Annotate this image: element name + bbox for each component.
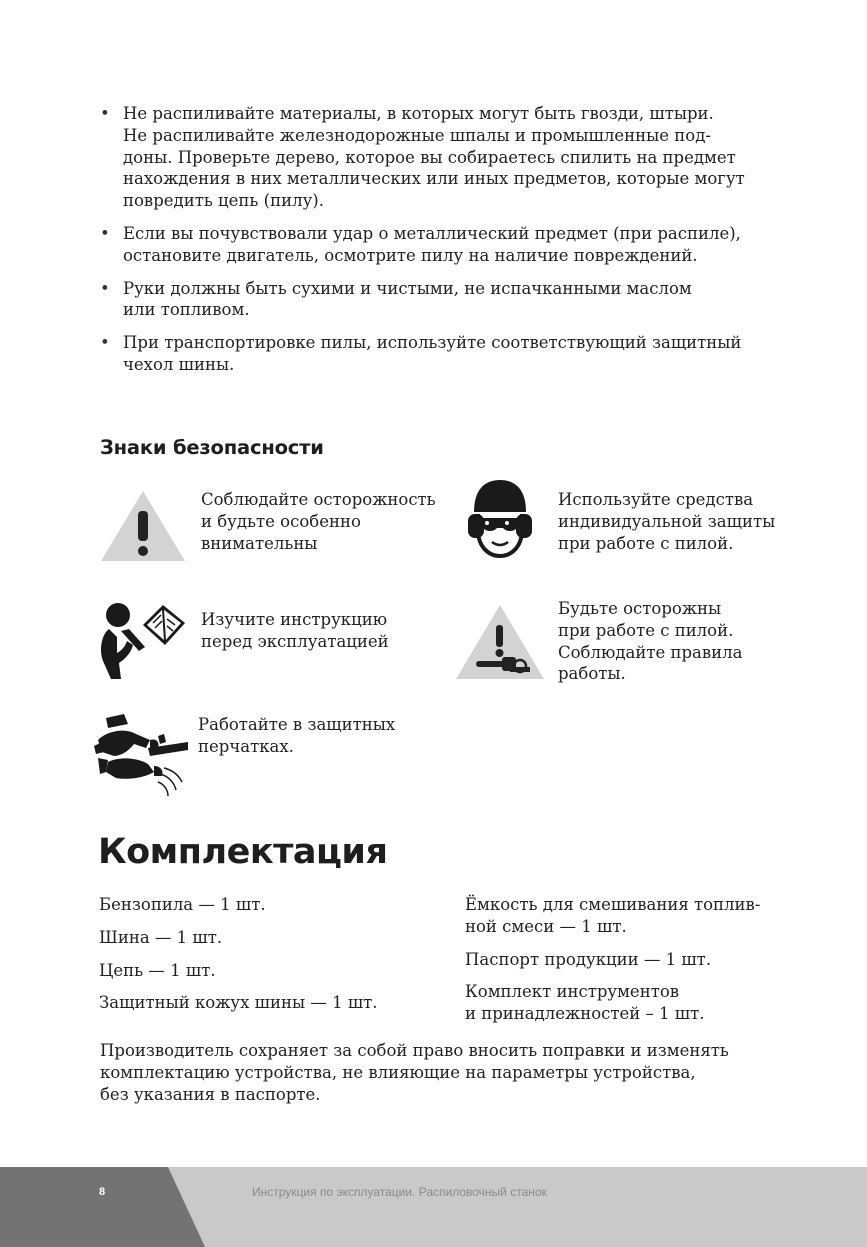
sign-text-line: работы. <box>558 664 626 684</box>
sign-text-line: при работе с пилой. <box>558 620 734 640</box>
list-item-line: Шина — 1 шт. <box>99 927 223 947</box>
list-item-line: • Если вы почувствовали удар о металлический предмет (при распиле), <box>123 223 741 243</box>
list-item <box>100 332 800 376</box>
page-number: 8 <box>99 1186 106 1198</box>
sign-text-line: Изучите инструкцию <box>201 610 388 629</box>
list-item <box>99 894 378 916</box>
list-item-line: Защитный кожух шины — 1 шт. <box>99 993 378 1013</box>
sign-text-line: индивидуальной защиты <box>558 511 776 531</box>
sign-manual-text <box>201 609 389 653</box>
kit-list-left <box>99 894 378 1025</box>
sign-text-line: перчатках. <box>198 736 294 756</box>
protective-gear-icon <box>466 478 534 560</box>
precautions-list <box>100 103 800 387</box>
footer-background <box>0 1167 867 1247</box>
list-item-line: Не распиливайте железнодорожные шпалы и промышленные под- <box>123 125 711 145</box>
sign-text-line: Соблюдайте осторожность <box>201 490 436 509</box>
list-item <box>100 278 800 322</box>
chainsaw-warning-icon <box>454 603 546 681</box>
warning-triangle-icon <box>99 489 187 563</box>
list-item-line: ной смеси — 1 шт. <box>465 916 627 936</box>
kit-heading: Комплектация <box>98 832 388 872</box>
note-line: без указания в паспорте. <box>100 1084 321 1104</box>
sign-caution-text <box>201 489 436 554</box>
list-item <box>99 960 378 982</box>
list-item-line: повредить цепь (пилу). <box>123 191 324 211</box>
sign-text-line: Соблюдайте правила <box>558 642 743 662</box>
sign-chainsaw-text <box>558 598 742 685</box>
list-item-line: Ёмкость для смешивания топлив- <box>465 895 761 914</box>
sign-text-line: при работе с пилой. <box>558 533 734 553</box>
list-item-line: Бензопила — 1 шт. <box>99 895 266 914</box>
list-item <box>100 103 800 212</box>
sign-text-line: внимательны <box>201 533 318 553</box>
sign-text-line: Будьте осторожны <box>558 599 722 618</box>
note-line: Производитель сохраняет за собой право вносить поправки и изменять <box>100 1041 729 1060</box>
safety-signs-heading: Знаки безопасности <box>100 436 324 459</box>
list-item-line: Комплект инструментов <box>465 982 680 1002</box>
list-item <box>465 894 760 938</box>
note-line: комплектацию устройства, не влияющие на параметры устройства, <box>100 1062 696 1082</box>
list-item-line: чехол шины. <box>123 354 235 374</box>
list-item-line: • Руки должны быть сухими и чистыми, не испачканными маслом <box>123 278 692 298</box>
manufacturer-note <box>100 1040 729 1105</box>
list-item-line: • При транспортировке пилы, используйте соответствующий защитный <box>123 333 742 353</box>
sign-text-line: Используйте средства <box>558 490 754 509</box>
sign-gloves-text <box>198 714 395 758</box>
sign-text-line: и будьте особенно <box>201 511 361 531</box>
list-item <box>465 981 760 1025</box>
sign-protection-text <box>558 489 775 554</box>
list-item-line: доны. Проверьте дерево, которое вы собираетесь спилить на предмет <box>123 147 736 167</box>
list-item-line: • Не распиливайте материалы, в которых могут быть гвозди, штыри. <box>123 104 714 123</box>
sign-text-line: Работайте в защитных <box>198 715 396 734</box>
page-footer <box>0 1167 867 1247</box>
list-item-line: нахождения в них металлических или иных предметов, которые могут <box>123 169 745 189</box>
list-item-line: или топливом. <box>123 300 250 320</box>
kit-list-right <box>465 894 760 1036</box>
list-item-line: остановите двигатель, осмотрите пилу на наличие повреждений. <box>123 245 698 265</box>
list-item-line: и принадлежностей – 1 шт. <box>465 1004 705 1024</box>
list-item <box>99 992 378 1014</box>
sign-text-line: перед эксплуатацией <box>201 631 389 651</box>
list-item <box>100 223 800 267</box>
footer-title: Инструкция по эксплуатации. Распиловочный станок <box>252 1185 547 1199</box>
list-item <box>99 927 378 949</box>
gloves-icon <box>94 712 190 796</box>
list-item-line: Цепь — 1 шт. <box>99 960 216 980</box>
list-item-line: Паспорт продукции — 1 шт. <box>465 949 712 969</box>
read-manual-icon <box>99 601 191 679</box>
list-item <box>465 949 760 971</box>
